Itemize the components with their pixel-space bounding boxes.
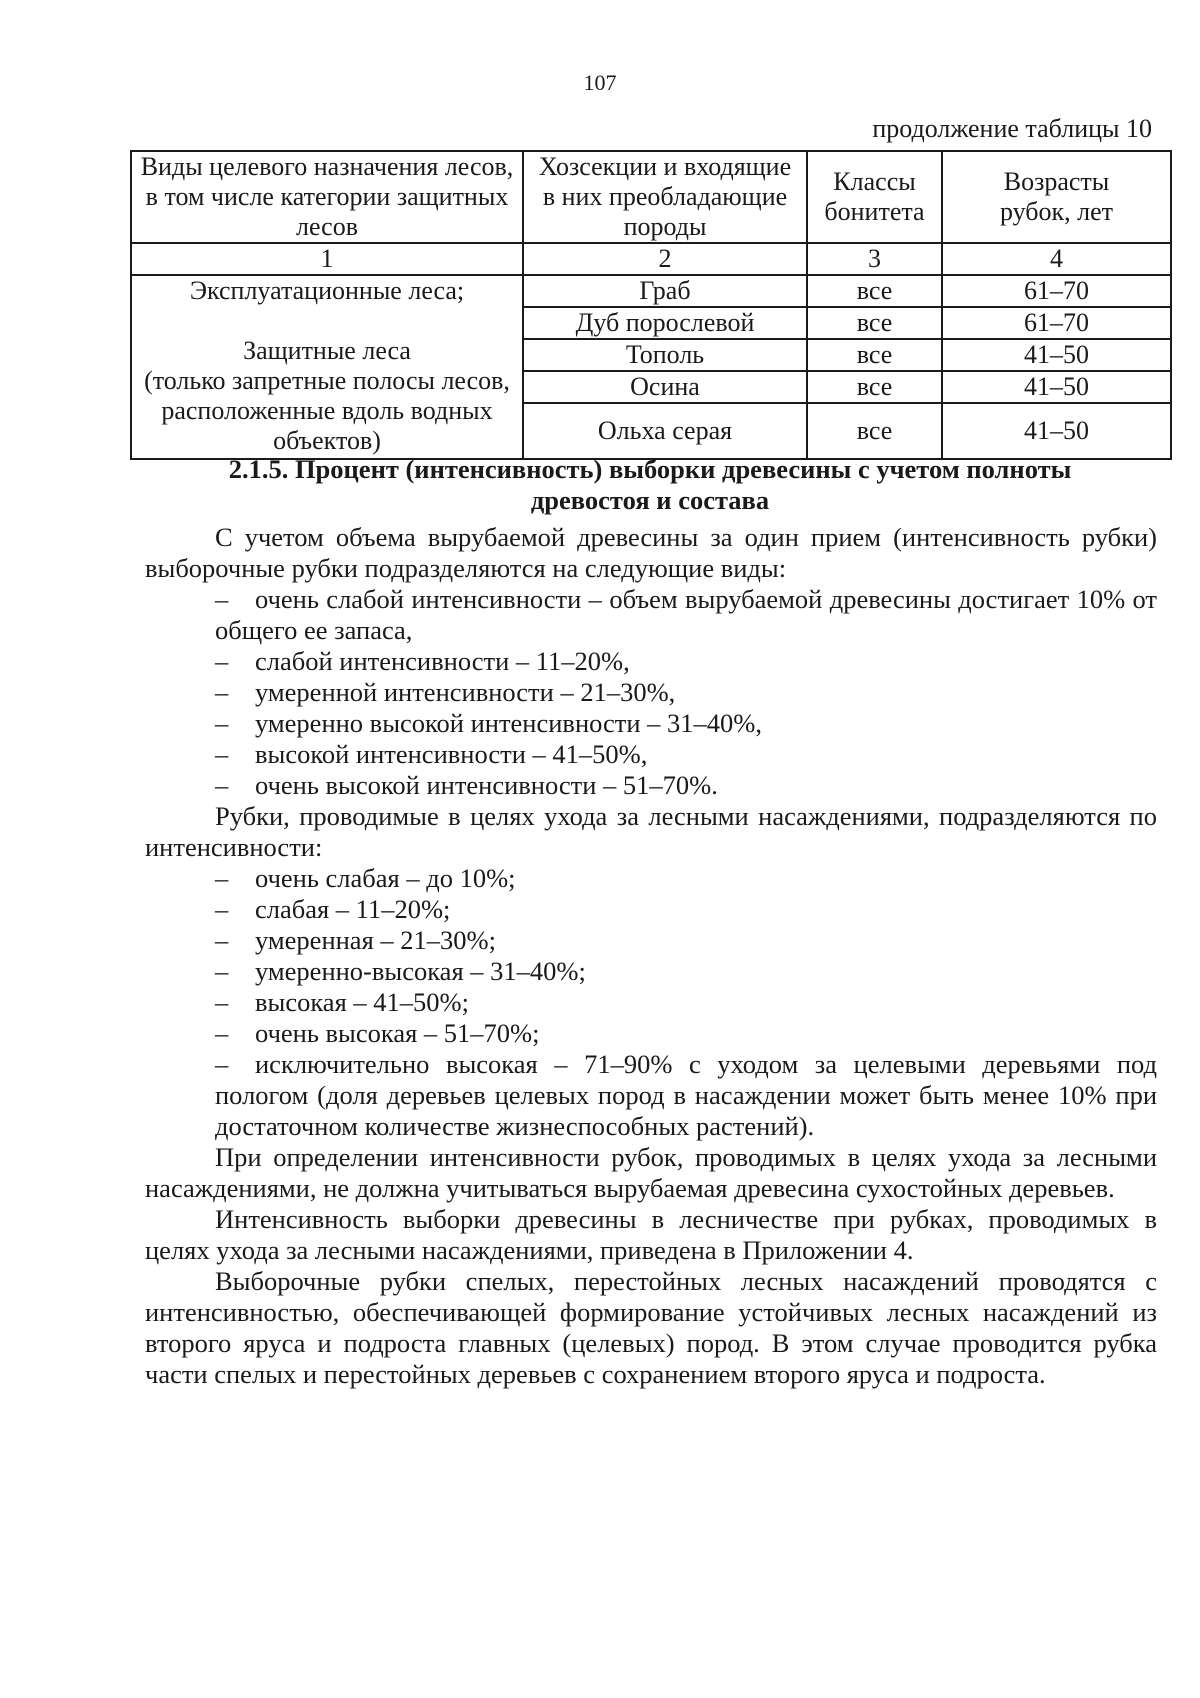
column-number: 4 (942, 243, 1171, 275)
class-cell: все (807, 307, 942, 339)
forest-category-cell: Эксплуатационные леса; Защитные леса (только запретные полосы лесов, расположенные вдоль водных объектов) (131, 275, 523, 459)
age-cell: 61–70 (942, 307, 1171, 339)
class-cell: все (807, 371, 942, 403)
paragraph: Рубки, проводимые в целях ухода за лесными насаждениями, подразделяются по интенсивности: (145, 801, 1157, 862)
list-item: – исключительно высокая – 71–90% с уходом за целевыми деревьями под пологом (доля деревьев целевых пород в насаждении может быть менее 10% при достаточном количестве жизнеспособных растений). (215, 1049, 1157, 1141)
page-number: 107 (583, 70, 617, 95)
section-heading: 2.1.5. Процент (интенсивность) выборки древесины с учетом полноты древостоя и состава (228, 454, 1072, 515)
class-cell: все (807, 403, 942, 459)
header-bonitet-classes: Классы бонитета (807, 151, 942, 243)
table-header-row (131, 151, 1171, 243)
header-sections-species: Хозсекции и входящие в них преобладающие породы (523, 151, 807, 243)
list-item: – очень слабой интенсивности – объем вырубаемой древесины достигает 10% от общего ее запаса, (215, 584, 1157, 645)
list-item: – слабая – 11–20%; (215, 894, 451, 924)
header-forest-purpose: Виды целевого назначения лесов, в том числе категории защитных лесов (131, 151, 523, 243)
age-cell: 41–50 (942, 339, 1171, 371)
species-cell: Осина (523, 371, 807, 403)
paragraph: Выборочные рубки спелых, перестойных лесных насаждений проводятся с интенсивностью, обеспечивающей формирование устойчивых лесных насаждений из второго яруса и подроста главных (целевых) пород. В этом случае проводится рубка части спелых и перестойных деревьев с сохранением второго яруса и подроста. (145, 1266, 1157, 1389)
header-harvest-ages: Возрасты рубок, лет (942, 151, 1171, 243)
paragraph: С учетом объема вырубаемой древесины за один прием (интенсивность рубки) выборочные рубки подразделяются на следующие виды: (145, 522, 1157, 583)
class-cell: все (807, 339, 942, 371)
class-cell: все (807, 275, 942, 307)
list-item: – умеренно высокой интенсивности – 31–40%, (215, 708, 763, 738)
paragraph: Интенсивность выборки древесины в лесничестве при рубках, проводимых в целях ухода за лесными насаждениями, приведена в Приложении 4. (145, 1204, 1157, 1265)
species-cell: Тополь (523, 339, 807, 371)
list-item: – умеренно-высокая – 31–40%; (215, 956, 586, 986)
list-item: – очень слабая – до 10%; (215, 863, 516, 893)
age-cell: 61–70 (942, 275, 1171, 307)
body-text (145, 522, 1157, 1390)
list-item: – высокой интенсивности – 41–50%, (215, 739, 648, 769)
table-continuation-label: продолжение таблицы 10 (872, 114, 1152, 143)
list-item: – очень высокая – 51–70%; (215, 1018, 540, 1048)
age-cell: 41–50 (942, 403, 1171, 459)
list-item: – высокая – 41–50%; (215, 987, 469, 1017)
species-cell: Граб (523, 275, 807, 307)
column-number: 1 (131, 243, 523, 275)
species-cell: Дуб порослевой (523, 307, 807, 339)
table-row (131, 275, 1171, 307)
species-cell: Ольха серая (523, 403, 807, 459)
list-item: – умеренной интенсивности – 21–30%, (215, 677, 676, 707)
harvest-age-table (130, 150, 1172, 460)
list-item: – умеренная – 21–30%; (215, 925, 496, 955)
list-item: – очень высокой интенсивности – 51–70%. (215, 770, 718, 800)
column-number-row (131, 243, 1171, 275)
column-number: 3 (807, 243, 942, 275)
paragraph: При определении интенсивности рубок, проводимых в целях ухода за лесными насаждениями, не должна учитываться вырубаемая древесина сухостойных деревьев. (145, 1142, 1157, 1203)
column-number: 2 (523, 243, 807, 275)
age-cell: 41–50 (942, 371, 1171, 403)
list-item: – слабой интенсивности – 11–20%, (215, 646, 630, 676)
